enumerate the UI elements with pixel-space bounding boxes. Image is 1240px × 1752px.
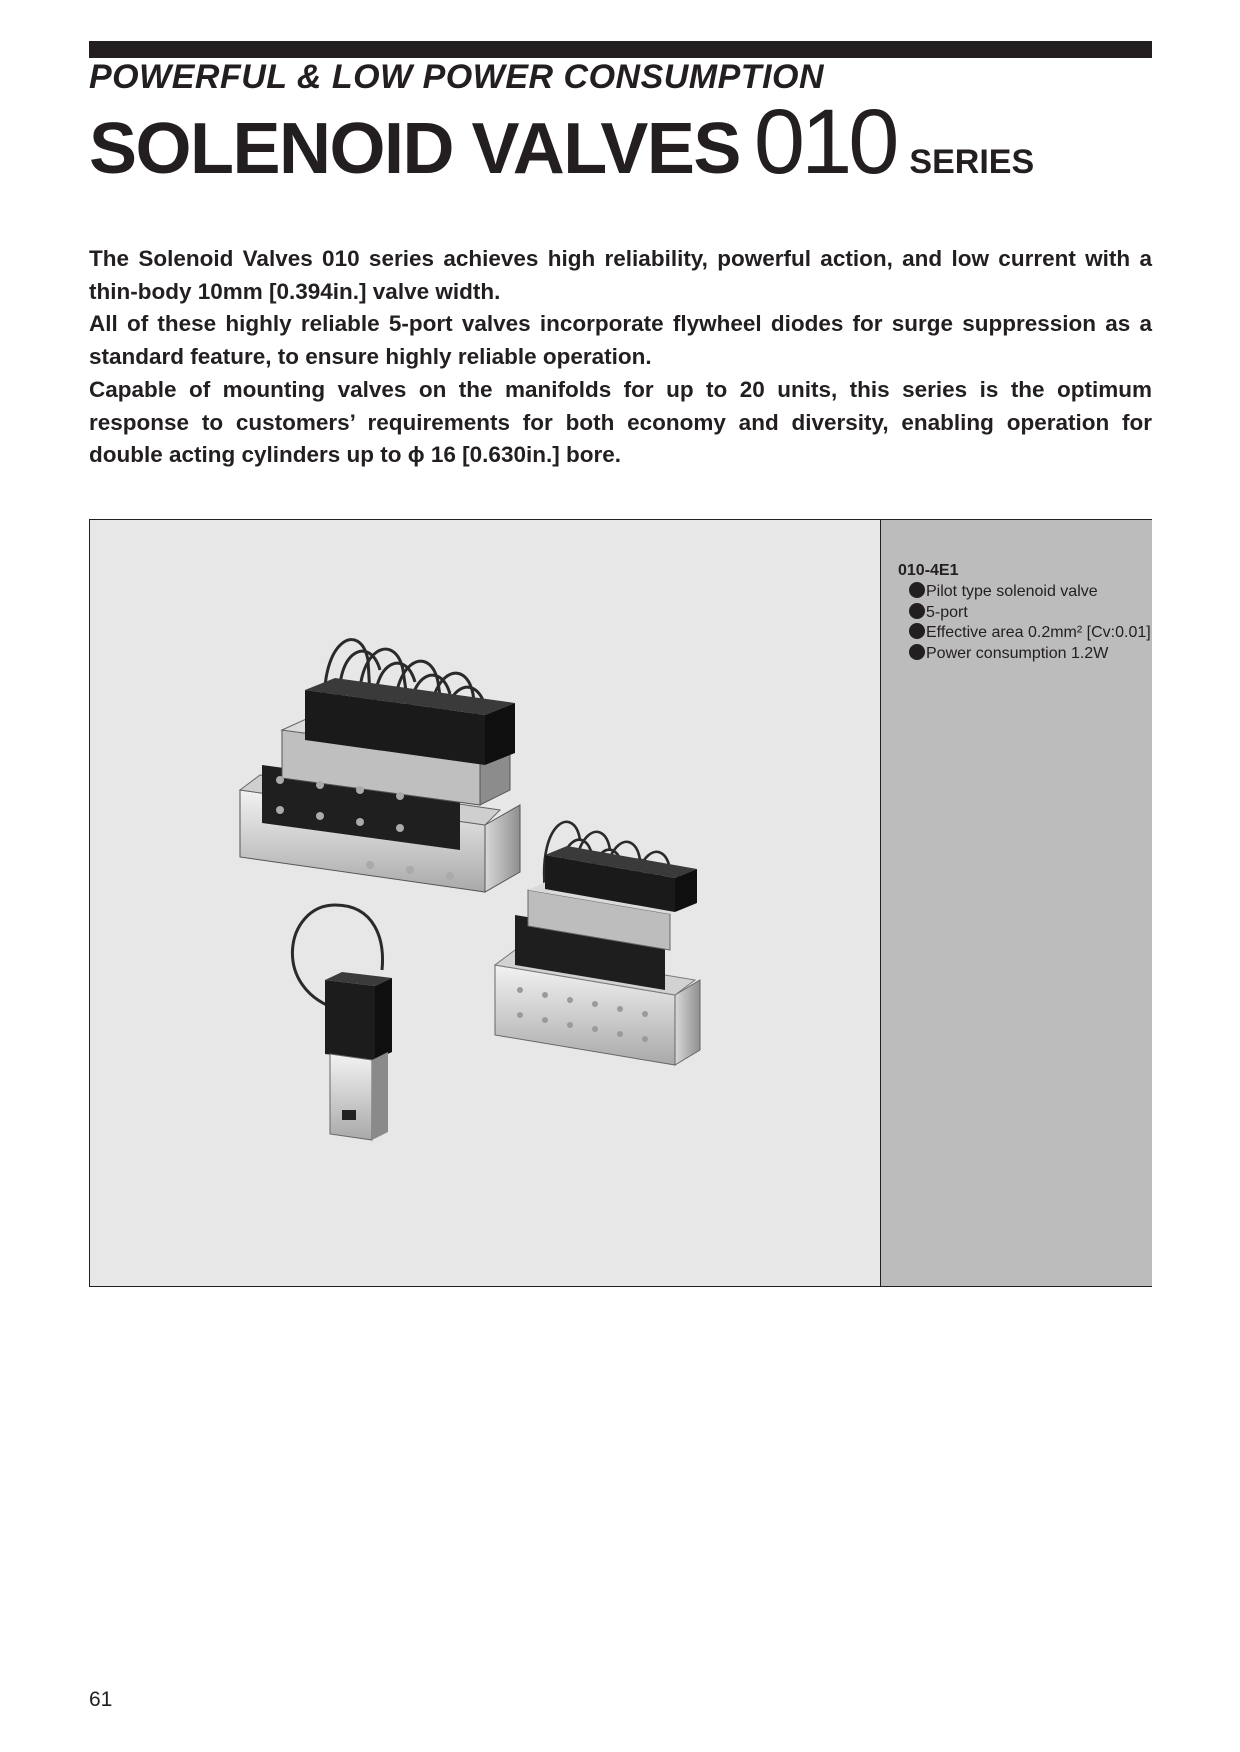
spec-list: [909, 582, 1151, 664]
intro-paragraph: Capable of mounting valves on the manifolds for up to 20 units, this series is the optimum response to customers’ requirements for both economy and diversity, enabling operation for double acting cylinders up to ϕ 16 [0.630in.] bore.: [89, 376, 1152, 468]
title-series-label: SERIES: [909, 143, 1035, 181]
valve-photo-illustration: [90, 520, 880, 1286]
single-valve: [292, 905, 392, 1140]
spec-item: [909, 644, 1151, 665]
spec-text: 5-port: [926, 603, 968, 621]
spec-text: Pilot type solenoid valve: [926, 583, 1098, 600]
intro-paragraph: The Solenoid Valves 010 series achieves high reliability, powerful action, and low current with a thin-body 10mm [0.394in.] valve width.: [89, 246, 1152, 304]
title-series-number: 010: [753, 91, 896, 193]
intro-paragraph: All of these highly reliable 5-port valves incorporate flywheel diodes for surge suppression as a standard feature, to ensure highly reliable operation.: [89, 311, 1152, 370]
spec-item: [909, 603, 1151, 624]
spec-text: Power consumption 1.2W: [926, 644, 1109, 662]
model-number: 010-4E1: [898, 562, 959, 579]
manifold-large: [240, 640, 520, 892]
product-photo: [90, 520, 880, 1286]
page-title: [89, 91, 1035, 193]
bullet-icon: [909, 623, 925, 639]
spec-item: [909, 623, 1151, 644]
spec-item: [909, 582, 1151, 603]
spec-sidebar: [880, 520, 1152, 1286]
title-main: SOLENOID VALVES: [89, 109, 740, 189]
product-panel: [89, 519, 1152, 1287]
bullet-icon: [909, 603, 925, 619]
bullet-icon: [909, 644, 925, 660]
header-rule: [89, 41, 1152, 58]
page-number: 61: [89, 1688, 113, 1711]
header-kicker: POWERFUL & LOW POWER CONSUMPTION: [89, 58, 825, 96]
bullet-icon: [909, 582, 925, 598]
intro-text: [89, 243, 1152, 472]
spec-text: Effective area 0.2mm² [Cv:0.01]: [926, 624, 1151, 641]
manifold-small: [495, 822, 700, 1065]
